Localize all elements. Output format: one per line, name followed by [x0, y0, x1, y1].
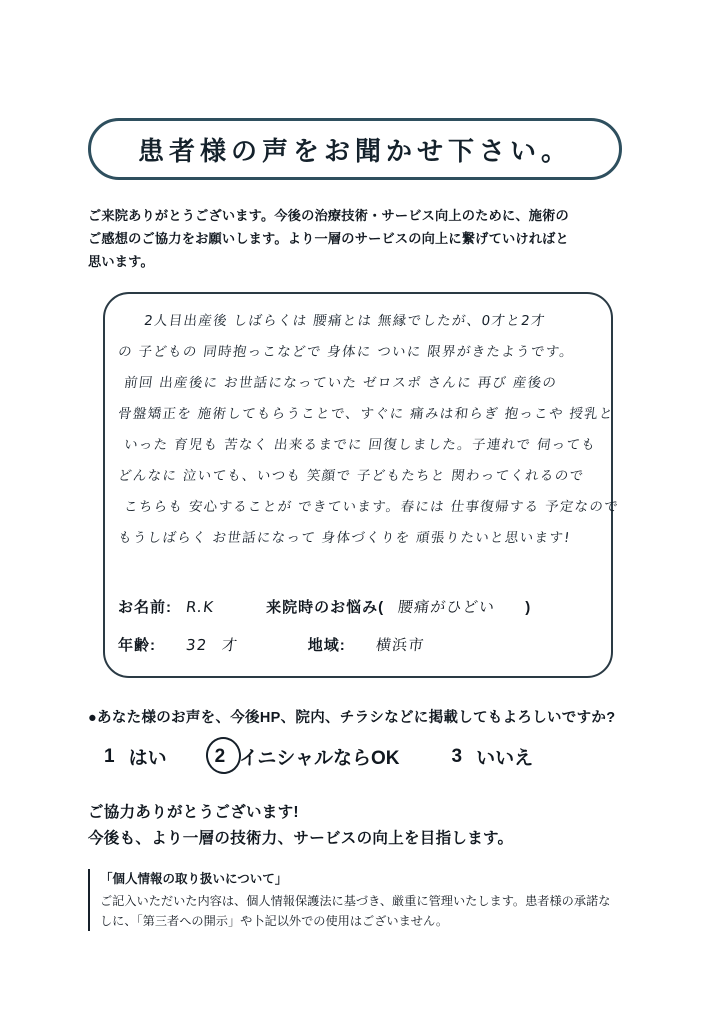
age-unit: 才 — [220, 636, 239, 654]
respondent-fields — [118, 596, 598, 672]
handwritten-line-3: 前回 出産後に お世話になっていた ゼロスポ さんに 再び 産後の — [123, 375, 559, 391]
choice-1-label: はい — [128, 748, 167, 769]
area-value: 横浜市 — [374, 636, 426, 654]
intro-paragraph — [88, 204, 628, 273]
page-title-banner — [88, 118, 622, 180]
name-row — [118, 596, 598, 617]
privacy-line-2: しに、「第三者への開示」や卜記以外での使用はございません。 — [100, 914, 449, 929]
age-area-row — [118, 634, 598, 655]
concern-value: 腰痛がひどい — [396, 598, 497, 616]
privacy-line-1: ご記入いただいた内容は、個人情報保護法に基づき、厳重に管理いたします。患者様の承諾な — [100, 894, 611, 908]
choice-2-label: イニシャルならOK — [239, 748, 400, 769]
choice-option-2[interactable] — [215, 743, 400, 770]
intro-line-3: 思います。 — [88, 254, 154, 270]
handwritten-line-6: どんなに 泣いても、いつも 笑顔で 子どもたちと 関わってくれるので — [117, 468, 586, 484]
permission-choices — [104, 743, 624, 770]
choice-3-number: 3 — [451, 745, 463, 767]
handwritten-line-7: こちらも 安心することが できています。春には 仕事復帰する 予定なので — [123, 499, 620, 515]
choice-1-number: 1 — [104, 745, 115, 767]
age-label: 年齢: — [118, 637, 156, 654]
permission-question: ●あなた様のお声を、今後HP、院内、チラシなどに掲載してもよろしいですか? — [88, 710, 616, 726]
choice-2-number: 2 — [214, 745, 226, 767]
choice-option-3[interactable] — [452, 743, 534, 770]
handwritten-comment — [117, 306, 620, 554]
choice-3-label: いいえ — [476, 748, 534, 769]
area-label: 地域: — [307, 637, 346, 654]
thanks-line-2: 今後も、より一層の技術力、サービスの向上を目指します。 — [88, 830, 514, 848]
name-value: R.K — [184, 598, 216, 616]
concern-close-paren: ) — [525, 599, 531, 616]
handwritten-line-4: 骨盤矯正を 施術してもらうことで、すぐに 痛みは和らぎ 抱っこや 授乳と — [117, 406, 615, 422]
privacy-title: 「個人情報の取り扱いについて」 — [100, 872, 288, 886]
age-value: 32 — [184, 636, 209, 654]
handwritten-line-8: もうしばらく お世話になって 身体づくりを 頑張りたいと思います! — [117, 530, 572, 546]
choice-option-1[interactable] — [104, 743, 167, 770]
concern-label: 来院時のお悩み( — [266, 599, 385, 616]
thanks-line-1: ご協力ありがとうございます! — [88, 804, 299, 821]
handwritten-line-1: 2人目出産後 しばらくは 腰痛とは 無縁でしたが、0才と2才 — [143, 313, 547, 329]
name-label: お名前: — [118, 599, 172, 616]
intro-line-2: ご感想のご協力をお願いします。より一層のサービスの向上に繋げていければと — [88, 231, 569, 247]
page-title: 患者様の声をお聞かせ下さい。 — [137, 135, 572, 166]
handwritten-line-5: いった 育児も 苦なく 出来るまでに 回復しました。子連れで 伺っても — [123, 437, 598, 453]
selected-circle-mark — [203, 735, 243, 777]
handwritten-line-2: の 子どもの 同時抱っこなどで 身体に ついに 限界がきたようです。 — [117, 344, 576, 360]
privacy-body — [100, 891, 634, 931]
privacy-note — [88, 869, 634, 931]
thanks-block — [88, 800, 648, 853]
intro-line-1: ご来院ありがとうございます。今後の治療技術・サービス向上のために、施術の — [88, 208, 569, 223]
